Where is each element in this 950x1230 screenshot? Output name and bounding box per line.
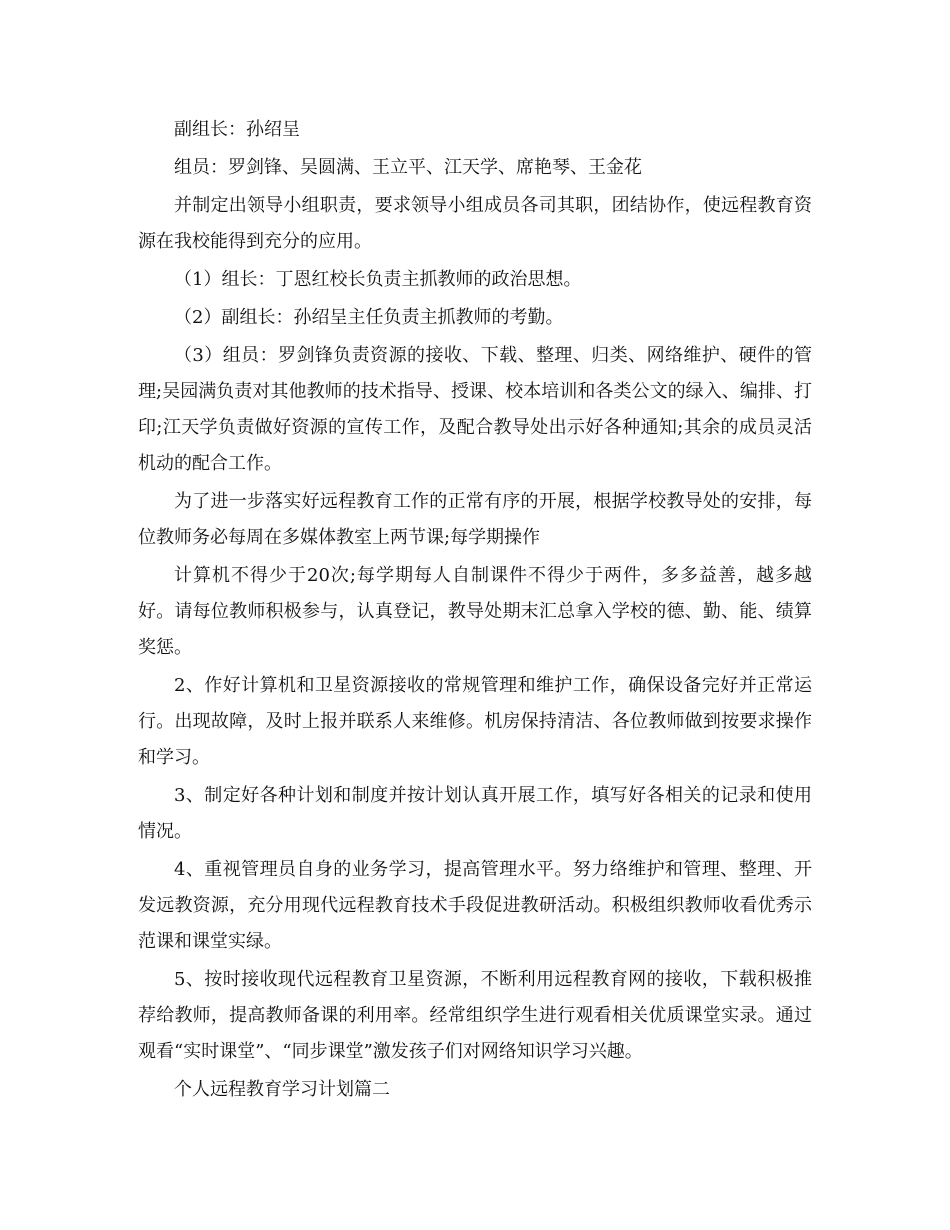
paragraph-item-3: 3、制定好各种计划和制度并按计划认真开展工作，填写好各相关的记录和使用情况。 [138, 785, 812, 842]
paragraph-item-4: 4、重视管理员自身的业务学习，提高管理水平。努力络维护和管理、整理、开发远教资源，充分用现代远程教育技术手段促进教研活动。积极组织教师收看优秀示范课和课堂实绿。 [138, 859, 812, 952]
paragraph-deputy-duty: （2）副组长：孙绍呈主任负责主抓教师的考勤。 [174, 307, 564, 328]
document-body [138, 112, 812, 1110]
paragraph-deputy-leader: 副组长：孙绍呈 [174, 119, 300, 140]
paragraph-responsibilities: 并制定出领导小组职责，要求领导小组成员各司其职，团结协作，使远程教育资源在我校能得到充分的应用。 [138, 195, 812, 252]
paragraph-members: 组员：罗剑锋、吴圆满、王立平、江天学、席艳琴、王金花 [174, 157, 642, 178]
paragraph-computer-usage: 计算机不得少于20次;每学期每人自制课件不得少于两件，多多益善，越多越好。请每位教师积极参与，认真登记，教导处期末汇总拿入学校的德、勤、能、绩算奖惩。 [138, 565, 812, 658]
paragraph-leader-duty: （1）组长：丁恩红校长负责主抓教师的政治思想。 [174, 269, 582, 290]
paragraph-item-2: 2、作好计算机和卫星资源接收的常规管理和维护工作，确保设备完好并正常运行。出现故障，及时上报并联系人来维修。机房保持清洁、各位教师做到按要求操作和学习。 [138, 675, 812, 768]
paragraph-weekly-classes: 为了进一步落实好远程教育工作的正常有序的开展，根据学校教导处的安排，每位教师务必每周在多媒体教室上两节课;每学期操作 [138, 491, 812, 548]
section-heading-plan-two: 个人远程教育学习计划篇二 [174, 1079, 390, 1100]
paragraph-member-duties: （3）组员：罗剑锋负责资源的接收、下载、整理、归类、网络维护、硬件的管理;吴园满负责对其他教师的技术指导、授课、校本培训和各类公文的绿入、编排、打印;江天学负责做好资源的宣传工作，及配合教导处出示好各种通知;其余的成员灵活机动的配合工作。 [138, 345, 812, 474]
paragraph-item-5: 5、按时接收现代远程教育卫星资源，不断利用远程教育网的接收，下载积极推荐给教师，提高教师备课的利用率。经常组织学生进行观看相关优质课堂实录。通过观看“实时课堂”、“同步课堂”激发孩子们对网络知识学习兴趣。 [138, 969, 812, 1062]
